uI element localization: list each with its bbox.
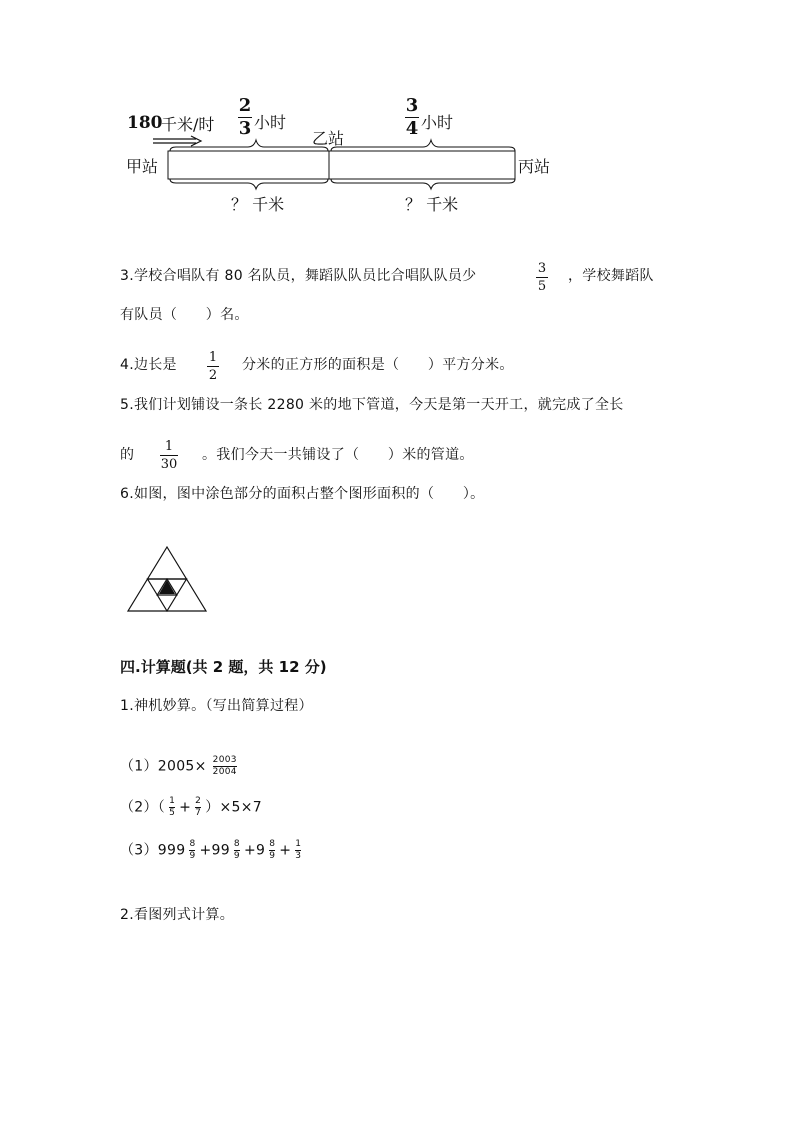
station-b-label: 乙站 bbox=[312, 129, 345, 148]
q4-fraction: 1 2 bbox=[208, 350, 218, 383]
q5-fraction: 1 30 bbox=[160, 439, 178, 472]
q6-text: 6.如图，图中涂色部分的面积占整个图形面积的（ ）。 bbox=[120, 486, 485, 502]
hour-label-1: 小时 bbox=[254, 113, 287, 132]
q3-line1-part2: ，学校舞蹈队 bbox=[568, 268, 654, 284]
time-fraction-1: 2 3 bbox=[238, 95, 252, 139]
route-track bbox=[168, 151, 515, 179]
unknown-distance-1: ？ 千米 bbox=[231, 195, 285, 214]
expression-1: （1）2005× $\frac{2003}{2004}$ bbox=[120, 755, 237, 777]
triangle-figure bbox=[126, 545, 208, 613]
top-brace-2 bbox=[331, 140, 515, 151]
q5-line2-suffix: 。我们今天一共铺设了（ ）米的管道。 bbox=[202, 447, 474, 463]
unknown-distance-2: ？ 千米 bbox=[405, 195, 459, 214]
q3-line2: 有队员（ ）名。 bbox=[120, 307, 249, 323]
bottom-brace-1 bbox=[170, 179, 328, 189]
calc-problem-1: 1.神机妙算。（写出简算过程） bbox=[120, 698, 313, 714]
route-line-drawing bbox=[0, 0, 794, 230]
q3-line1-part1: 3.学校合唱队有 80 名队员，舞蹈队队员比合唱队队员少 bbox=[120, 268, 477, 284]
section-4-heading: 四.计算题(共 2 题，共 12 分) bbox=[120, 658, 327, 676]
q5-line1: 5.我们计划铺设一条长 2280 米的地下管道，今天是第一天开工，就完成了全长 bbox=[120, 397, 624, 413]
station-a-label: 甲站 bbox=[126, 157, 159, 176]
speed-unit: 千米/时 bbox=[161, 115, 215, 134]
station-c-label: 丙站 bbox=[518, 157, 551, 176]
speed-value: 180 bbox=[127, 113, 163, 133]
q4-suffix: 分米的正方形的面积是（ ）平方分米。 bbox=[242, 357, 514, 373]
expression-3: （3）999 $\frac{8}{9}$ +99 $\frac{8}{9}$ +9 $\frac{8}{9}$ + $\frac{1}{3}$ bbox=[120, 839, 302, 861]
calc-problem-2: 2.看图列式计算。 bbox=[120, 907, 235, 923]
q4-prefix: 4.边长是 bbox=[120, 357, 177, 373]
expression-2: （2）（ $\frac{1}{5}$ + $\frac{2}{7}$ ）×5×7 bbox=[120, 796, 262, 818]
direction-arrow-icon bbox=[153, 136, 201, 146]
time-fraction-2: 3 4 bbox=[405, 95, 419, 139]
q5-line2-prefix: 的 bbox=[120, 447, 135, 463]
bottom-brace-2 bbox=[331, 179, 515, 189]
shaded-triangle bbox=[159, 580, 175, 594]
top-brace-1 bbox=[170, 140, 328, 151]
hour-label-2: 小时 bbox=[421, 113, 454, 132]
q3-fraction: 3 5 bbox=[537, 261, 547, 294]
